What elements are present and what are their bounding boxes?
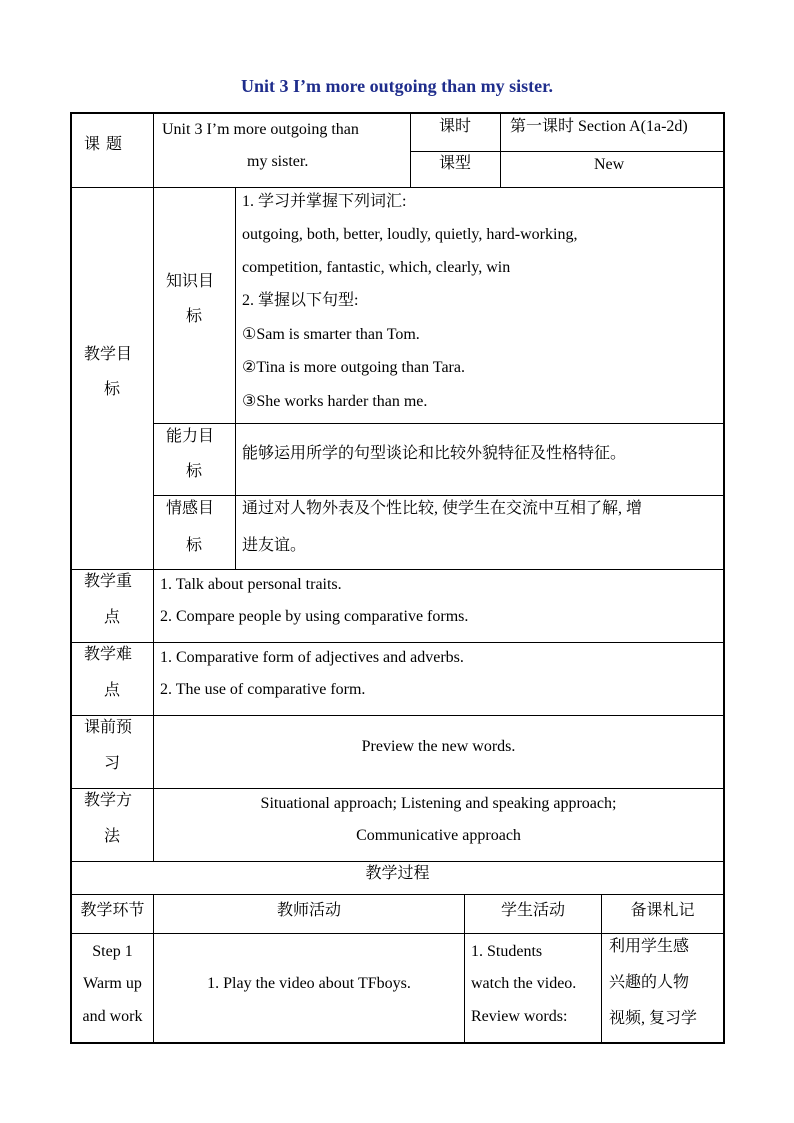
preview-label-line1: 课前预 bbox=[84, 719, 133, 736]
emotion-label-line1: 情感目 bbox=[166, 500, 215, 517]
document-title: Unit 3 I’m more outgoing than my sister. bbox=[240, 76, 553, 96]
step1-notes-line: 利用学生感 bbox=[609, 938, 690, 955]
column-rule bbox=[410, 112, 411, 187]
preview-label-line2: 习 bbox=[104, 755, 121, 772]
step1-line: Warm up bbox=[83, 975, 142, 992]
key-points-label-line1: 教学重 bbox=[84, 573, 133, 590]
difficulty-line: 1. Comparative form of adjectives and adverbs. bbox=[160, 649, 464, 666]
ability-text: 能够运用所学的句型谈论和比较外貌特征及性格特征。 bbox=[242, 445, 627, 462]
process-header-step: 教学环节 bbox=[80, 902, 145, 919]
row-rule bbox=[153, 495, 723, 496]
knowledge-line: ①Sam is smarter than Tom. bbox=[242, 326, 420, 343]
table-border-top bbox=[70, 112, 725, 114]
row-rule bbox=[70, 861, 723, 862]
row-rule bbox=[70, 642, 723, 643]
step1-notes-line: 兴趣的人物 bbox=[609, 974, 690, 991]
emotion-line1: 通过对人物外表及个性比较, 使学生在交流中互相了解, 增 bbox=[242, 500, 643, 517]
step1-notes-line: 视频, 复习学 bbox=[609, 1010, 698, 1027]
difficulties-label-line1: 教学难 bbox=[84, 646, 133, 663]
process-header-student: 学生活动 bbox=[500, 902, 565, 919]
key-point-line: 1. Talk about personal traits. bbox=[160, 576, 342, 593]
row-rule bbox=[410, 151, 723, 152]
row-rule bbox=[153, 423, 723, 424]
objectives-label-line1: 教学目 bbox=[84, 346, 133, 363]
period-label: 课时 bbox=[439, 118, 472, 135]
key-point-line: 2. Compare people by using comparative forms. bbox=[160, 608, 469, 625]
process-header-teacher: 教师活动 bbox=[276, 902, 341, 919]
knowledge-label-line2: 标 bbox=[186, 308, 203, 325]
type-label: 课型 bbox=[439, 155, 472, 172]
key-points-label-line2: 点 bbox=[104, 609, 121, 626]
topic-value-line2: my sister. bbox=[247, 153, 309, 170]
step1-student-line: 1. Students bbox=[471, 943, 543, 960]
preview-text: Preview the new words. bbox=[361, 738, 516, 755]
period-value: 第一课时 Section A(1a-2d) bbox=[510, 118, 688, 135]
knowledge-line: ③She works harder than me. bbox=[242, 393, 428, 410]
process-header-notes: 备课札记 bbox=[630, 902, 695, 919]
step1-student-line: watch the video. bbox=[471, 975, 577, 992]
emotion-line2: 进友谊。 bbox=[242, 537, 307, 554]
knowledge-label-line1: 知识目 bbox=[166, 273, 215, 290]
step1-teacher-activity: 1. Play the video about TFboys. bbox=[207, 975, 411, 992]
topic-label: 课 题 bbox=[84, 136, 124, 153]
methods-label-line1: 教学方 bbox=[84, 792, 133, 809]
column-rule bbox=[500, 112, 501, 187]
row-rule bbox=[70, 187, 723, 188]
knowledge-line: competition, fantastic, which, clearly, win bbox=[242, 259, 511, 276]
table-border-bottom bbox=[70, 1042, 725, 1044]
ability-label-line2: 标 bbox=[186, 463, 203, 480]
type-value: New bbox=[594, 156, 625, 173]
topic-value-line1: Unit 3 I’m more outgoing than bbox=[162, 121, 359, 138]
methods-label-line2: 法 bbox=[104, 828, 121, 845]
ability-label-line1: 能力目 bbox=[166, 428, 215, 445]
step1-line: Step 1 bbox=[92, 943, 133, 960]
row-rule bbox=[70, 894, 723, 895]
process-title: 教学过程 bbox=[365, 865, 430, 882]
column-rule bbox=[235, 187, 236, 569]
row-rule bbox=[70, 788, 723, 789]
row-rule bbox=[70, 715, 723, 716]
difficulties-label-line2: 点 bbox=[104, 682, 121, 699]
knowledge-line: 1. 学习并掌握下列词汇: bbox=[242, 193, 407, 210]
row-rule bbox=[70, 933, 723, 934]
methods-line1: Situational approach; Listening and speaking approach; bbox=[260, 795, 617, 812]
table-border-right bbox=[723, 112, 725, 1044]
objectives-label-line2: 标 bbox=[104, 381, 121, 398]
step1-line: and work bbox=[82, 1008, 143, 1025]
step1-student-line: Review words: bbox=[471, 1008, 568, 1025]
methods-line2: Communicative approach bbox=[356, 827, 521, 844]
knowledge-line: outgoing, both, better, loudly, quietly, hard-working, bbox=[242, 226, 578, 243]
emotion-label-line2: 标 bbox=[186, 537, 203, 554]
knowledge-line: ②Tina is more outgoing than Tara. bbox=[242, 359, 465, 376]
knowledge-line: 2. 掌握以下句型: bbox=[242, 292, 359, 309]
difficulty-line: 2. The use of comparative form. bbox=[160, 681, 366, 698]
row-rule bbox=[70, 569, 723, 570]
